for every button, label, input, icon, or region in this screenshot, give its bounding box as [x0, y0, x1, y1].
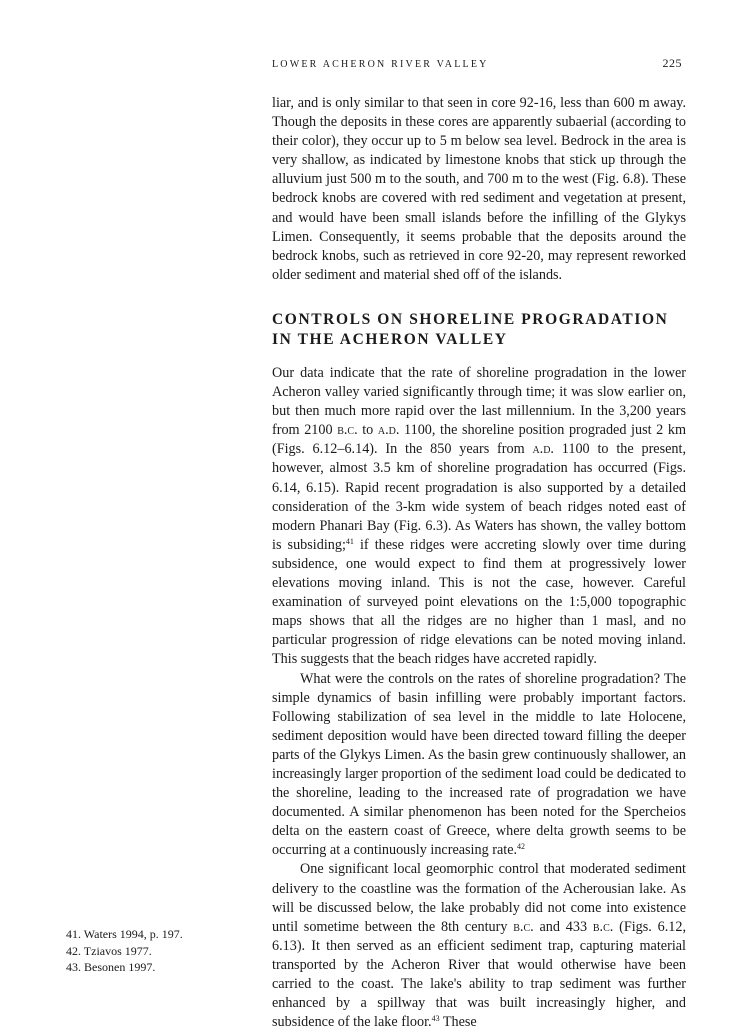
paragraph-2-text: What were the controls on the rates of shoreline progradation? The simple dynamics of basin infilling were probably important factors. Following stabilization of sea level in the middle to late Holocene, sediment deposition would have been directed toward filling the deeper parts of the Glykys Limen. As the basin grew continuously shallower, an increasingly larger proportion of the sediment load could be dedicated to the shoreline, leading to the increased rate of progradation we have documented. A similar phenomenon has been noted for the Spercheios delta on the eastern coast of Greece, where delta growth seems to be occurring at a continuously increasing rate.: [272, 670, 686, 859]
section-heading: [272, 310, 692, 350]
paragraph-1: [272, 364, 686, 670]
page-number: 225: [662, 56, 682, 70]
footnote-41: 41. Waters 1994, p. 197.: [66, 927, 183, 941]
footnote-ref-42[interactable]: 42: [517, 842, 526, 852]
era-ad: a.d.: [377, 422, 400, 439]
paragraph-2: [272, 670, 686, 861]
footnote-43: 43. Besonen 1997.: [66, 960, 156, 974]
section-heading-line-1: CONTROLS ON SHORELINE PROGRADATION: [272, 311, 669, 328]
running-head-title: LOWER ACHERON RIVER VALLEY: [272, 59, 489, 70]
paragraph-3-text-a: One significant local geomorphic control that moderated sediment delivery to the coastline was the formation of the Acherousian lake. As will be discussed below, the lake probably did not come into existence until sometime between the 8th century: [272, 861, 686, 935]
paragraph-1-text-d: 1100 to the present, however, almost 3.5 km of shoreline progradation has occurred (Figs. 6.14, 6.15). Rapid recent progradation is also supported by a detailed consideration of the 3-km wide system of beach ridges noted east of modern Phanari Bay (Fig. 6.3). As Waters has shown, the valley bottom is subsiding;: [272, 441, 687, 553]
era-ad: a.d.: [532, 441, 554, 458]
paragraph-3: [272, 860, 686, 1032]
paragraph-3-text-d: These: [439, 1014, 477, 1031]
section-heading-line-2: IN THE ACHERON VALLEY: [272, 331, 508, 348]
footnote-42: 42. Tziavos 1977.: [66, 943, 152, 958]
main-text: [272, 364, 686, 1032]
era-bc: b.c.: [337, 422, 358, 439]
paragraph-1-text-b: to: [357, 422, 378, 439]
footnotes: [66, 926, 266, 976]
continuation-block: [272, 94, 686, 285]
paragraph-1-text-c: 1100, the shoreline position prograded just 2 km (Figs. 6.12–6.14). In the 850 years from: [272, 422, 686, 458]
footnote-ref-43[interactable]: 43: [431, 1014, 440, 1024]
paragraph-1-text-a: Our data indicate that the rate of shoreline progradation in the lower Acheron valley varied significantly through time; it was slow earlier on, but then much more rapid over the last millennium. In the 3,200 years from 2100: [272, 365, 686, 439]
paragraph-1-text-e: if these ridges were accreting slowly over time during subsidence, one would expect to find them at progressively lower elevations moving inland. This is not the case, however. Careful examination of surveyed point elevations on the 1:5,000 topographic maps shows that all the ridges are no higher than 1 masl, and no particular progression of ridge elevations can be noted moving inland. This suggests that the beach ridges have accreted rapidly.: [272, 536, 686, 668]
era-bc: b.c.: [592, 918, 614, 935]
running-head: [272, 56, 682, 71]
footnote-ref-41[interactable]: 41: [345, 536, 354, 546]
era-bc: b.c.: [513, 918, 534, 935]
continuation-paragraph: liar, and is only similar to that seen in core 92-16, less than 600 m away. Though the deposits in these cores are apparently subaerial (according to their color), they occur up to 5 m below sea level. Bedrock in the area is very shallow, as indicated by limestone knobs that stick up through the alluvium just 500 m to the south, and 700 m to the west (Fig. 6.8). These bedrock knobs are covered with red sediment and vegetation at present, and would have been small islands before the infilling of the Glykys Limen. Consequently, it seems probable that the deposits around the bedrock knobs, such as retrieved in core 92-20, may represent reworked older sediment and material shed off of the islands.: [272, 95, 686, 283]
paragraph-3-text-c: (Figs. 6.12, 6.13). It then served as an efficient sediment trap, capturing material transported by the Acheron River that would otherwise have been carried to the coast. The lake's ability to trap sediment was further enhanced by a spillway that was built increasingly higher, and subsidence of the lake floor.: [272, 918, 686, 1031]
paragraph-3-text-b: and 433: [533, 918, 593, 935]
